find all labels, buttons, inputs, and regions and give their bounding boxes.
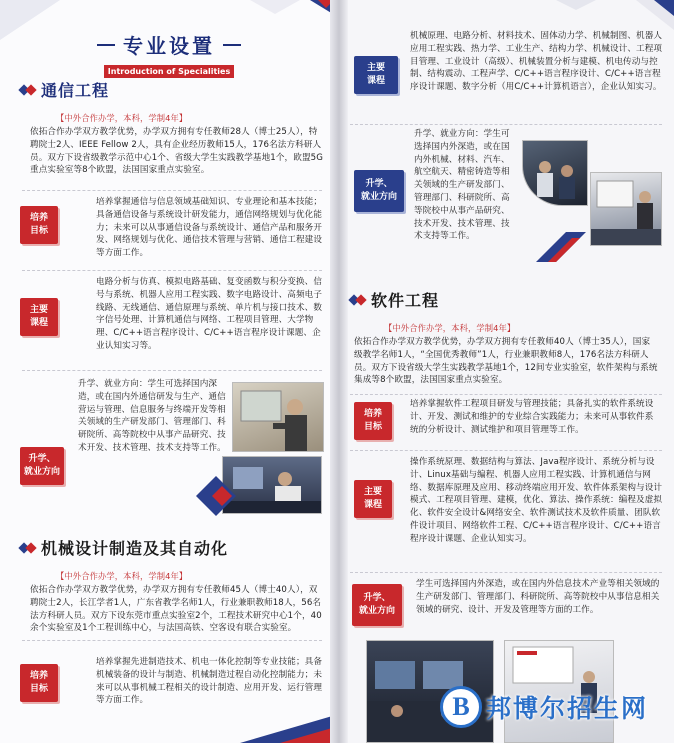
communication-goal: 培养掌握通信与信息领域基础知识、专业理论和基本技能；具备通信设备与系统设计研发能力，通信网络规划与优化能力；未来可以从事通信设备与系统设计、通信产品和服务开发、网络规划与优化、通信技术管理与营销、通信工程建设等方面工作。 [96, 197, 323, 259]
software-goal: 培养掌握软件工程项目研发与管理技能；具备扎实的软件系统设计、开发、测试和维护的专业综合实践能力；未来可从事软件系统的分析设计、测试维护和项目管理等工作。 [410, 399, 654, 435]
courses-badge: 主要 课程 [20, 298, 58, 336]
section-subtitle: Introduction of Specialities [104, 65, 234, 78]
mechanical-title: 机械设计制造及其自动化 [41, 539, 229, 558]
software-heading [350, 288, 439, 311]
software-courses: 操作系统原理、数据结构与算法、Java程序设计、系统分析与设计、Linux基础与编程、机器人应用工程实践、计算机通信与网络、数据库原理及应用、移动终端应用开发、软件体系架构与设计模式、工程项目管理、建模，优化、算法、操作系统：编程及虚拟化、软件安全设计&网络安全、软件测试技术及软件质量、团队软件设计项目、网络软件工程、C/C++语言程序设计、C/C++语言程序设计课题、企业认知实习。 [410, 457, 663, 544]
divider [22, 190, 322, 191]
career-badge: 升学、 就业方向 [20, 447, 64, 485]
watermark-text: 邦博尔招生网 [486, 694, 649, 723]
divider [350, 124, 662, 125]
watermark [440, 686, 648, 728]
goal-badge: 培养 目标 [20, 206, 58, 244]
mechanical-intro: 依拓合作办学双方教学优势，办学双方拥有专任教师45人（博士40人），双聘院士2人，长江学者1人，广东省教学名师1人，行业兼职教师18人，56名法方科研人员。双方下设东莞市重点实验室2个，工程技术研究中心1个，40余个实验室及1个工程训练中心，与法国高铁、空客设有联合实验室。 [30, 585, 322, 634]
watermark-logo: B [440, 686, 482, 728]
photo-decoration [196, 476, 236, 516]
communication-heading [20, 78, 109, 101]
classroom-figure [591, 173, 662, 246]
career-badge: 升学、 就业方向 [354, 170, 404, 212]
goal-badge: 培养 目标 [20, 664, 58, 702]
workshop-photo [522, 140, 588, 206]
divider [350, 572, 662, 573]
divider [22, 370, 322, 371]
book-spine [330, 0, 348, 743]
section-title: 专业设置 [123, 34, 215, 58]
lab-figure [223, 457, 322, 514]
photo-decoration [536, 232, 586, 262]
divider [350, 394, 662, 395]
career-badge: 升学、 就业方向 [352, 584, 402, 626]
communication-intro: 依拓合作办学双方教学优势，办学双方拥有专任教师28人（博士25人），特聘院士2人、IEEE Fellow 2人，具有企业经历教师15人，176名法方科研人员。双方下设省级教学示范中心1个、省级大学生实践教学基地1个，欧盟5G重点实验室等8个欧盟，法国国家重点实验室。 [30, 127, 323, 176]
lecturer-figure [233, 383, 324, 452]
courses-badge: 主要 课程 [354, 480, 392, 518]
diamond-icon [350, 296, 365, 304]
mechanical-tag: 【中外合作办学，本科，学制4年】 [56, 571, 188, 581]
communication-title: 通信工程 [41, 81, 110, 100]
diamond-icon [20, 544, 35, 552]
communication-courses: 电路分析与仿真、模拟电路基础、复变函数与积分变换、信号与系统、机器人应用工程实践、数字电路设计、高频电子线路、无线通信、通信原理与系统、单片机与接口技术、数字信号处理、计算机通信与网络、工程项目管理、大学物理、C/C++语言程序设计、C/C++语言程序设计课题、企业认知实习等。 [96, 277, 323, 351]
diamond-icon [20, 86, 35, 94]
goal-badge: 培养 目标 [354, 402, 392, 440]
software-title: 软件工程 [371, 291, 440, 310]
lecture-photo [232, 382, 324, 452]
divider [22, 640, 322, 641]
software-career: 学生可选择国内外深造，或在国内外信息技术产业等相关领域的生产研发部门、管理部门、科研院所、高等院校中从事信息相关领域的研究、设计、开发及管理等方面的工作。 [416, 579, 660, 615]
communication-tag: 【中外合作办学，本科，学制4年】 [56, 113, 188, 123]
mechanical-heading [20, 536, 228, 559]
software-tag: 【中外合作办学，本科，学制4年】 [384, 323, 516, 333]
lab-photo [222, 456, 322, 514]
workshop-figure [523, 141, 588, 206]
divider [22, 270, 322, 271]
communication-career: 升学、就业方向：学生可选择国内深造，或在国内外通信研发与生产、通信营运与管理、信息服务与终端开发等相关领域的生产研发部门、管理部门、科研院所、高等院校中从事产品研究、技术开发、技术管理、技术支持等工作。 [78, 379, 226, 453]
classroom-photo [590, 172, 662, 246]
software-intro: 依拓合作办学双方教学优势，办学双方拥有专任教师40人（博士35人），国家级教学名师1人，“全国优秀教师”1人，行业兼职教师8人，176名法方科研人员。双方下设省级大学生实践教学基地1个，12间专业实验室，软件架构与系统集成等8个欧盟，法国国家重点实验室。 [354, 337, 658, 386]
right-page [336, 0, 674, 743]
mechanical-goal: 培养掌握先进制造技术、机电一体化控制等专业技能；具备机械装备的设计与制造、机械制造过程自动化控制能力；未来可以从事机械工程相关的设计制造、应用开发、运行管理等方面工作。 [96, 657, 323, 706]
mechanical-courses: 机械原理、电路分析、材料技术、固体动力学、机械制图、机器人应用工程实践、热力学、工业生产、结构力学、机械设计、工程项目管理、工业设计（高级）、机械装置分析与建模、机电传动与控制、结构震动、工程声学、C/C++语言程序设计、C/C++语言程序设计课题、数字分析（用C/C++计算机语言），企业认知实习。 [410, 31, 663, 93]
mechanical-career: 升学、就业方向：学生可选择国内外深造，或在国内外机械、材料、汽车、航空航天、精密铸造等相关领域的生产研发部门、管理部门、科研院所、高等院校中从事产品研究、技术开发、技术管理、技术支持等工作。 [414, 129, 510, 242]
section-header [84, 30, 254, 78]
divider [350, 450, 662, 451]
courses-badge: 主要 课程 [354, 56, 398, 94]
